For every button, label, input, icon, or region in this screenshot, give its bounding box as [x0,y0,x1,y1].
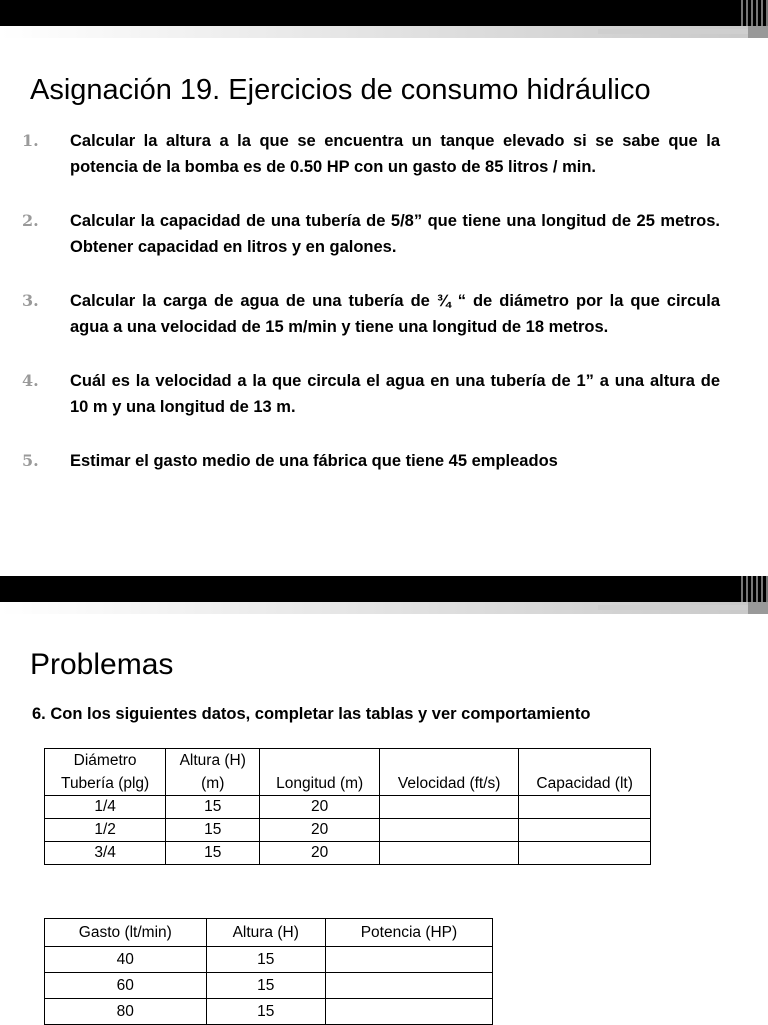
table-cell [325,973,492,999]
table-cell: 1/4 [45,796,166,819]
table-cell [519,819,651,842]
table-row [45,999,493,1025]
item-text: Calcular la carga de agua de una tubería de ¾ “ de diámetro por la que circula agua a una velocidad de 15 m/min y tiene una longitud de 18 metros. [70,292,720,336]
table-row [45,973,493,999]
table-header-row [45,919,493,947]
slide1-title: Asignación 19. Ejercicios de consumo hidráulico [30,74,651,106]
table-cell: 60 [45,973,207,999]
table-cell: 15 [166,842,260,865]
table-cell: 20 [260,796,380,819]
column-header: Altura (H) [206,919,325,947]
table-cell [380,819,519,842]
column-header: Altura (H) (m) [166,749,260,796]
list-item [20,288,720,340]
table-cell: 40 [45,947,207,973]
table-cell [380,842,519,865]
table-row [45,796,651,819]
table-header-row [45,749,651,796]
table-cell [325,947,492,973]
list-item [20,448,720,474]
exercise-list [20,128,720,474]
pipe-data-table [44,748,651,865]
list-item [20,128,720,180]
table-cell [380,796,519,819]
table-row [45,947,493,973]
table-cell: 15 [206,999,325,1025]
list-item [20,368,720,420]
item-number: 4. [22,371,39,390]
item-text: Estimar el gasto medio de una fábrica que tiene 45 empleados [70,452,558,470]
column-header: Gasto (lt/min) [45,919,207,947]
item-number: 1. [22,131,39,150]
table-cell: 1/2 [45,819,166,842]
slide2-top-bar [0,576,768,602]
table-cell [325,999,492,1025]
item-number: 5. [22,451,39,470]
slide2-sub-line [0,602,768,614]
table-row [45,819,651,842]
column-header: Diámetro Tubería (plg) [45,749,166,796]
table-row [45,842,651,865]
item-text: Calcular la altura a la que se encuentra un tanque elevado si se sabe que la potencia de la bomba es de 0.50 HP con un gasto de 85 litros / min. [70,132,720,176]
table-cell: 15 [166,796,260,819]
table-cell: 20 [260,842,380,865]
table-cell: 15 [166,819,260,842]
slide1-top-bar [0,0,768,26]
item-number: 2. [22,211,39,230]
table-cell [519,796,651,819]
flow-power-table [44,918,493,1025]
table-cell: 3/4 [45,842,166,865]
item-number: 3. [22,291,39,310]
table-cell: 80 [45,999,207,1025]
table-cell: 15 [206,973,325,999]
item-text: Calcular la capacidad de una tubería de 5/8” que tiene una longitud de 25 metros. Obtener capacidad en litros y en galones. [70,212,720,256]
slide2-subtitle: 6. Con los siguientes datos, completar las tablas y ver comportamiento [32,705,591,723]
column-header: Longitud (m) [260,749,380,796]
table-cell [519,842,651,865]
table-cell: 15 [206,947,325,973]
table-cell: 20 [260,819,380,842]
column-header: Velocidad (ft/s) [380,749,519,796]
list-item [20,208,720,260]
slide1-sub-line [0,26,768,38]
item-text: Cuál es la velocidad a la que circula el agua en una tubería de 1” a una altura de 10 m y una longitud de 13 m. [70,372,720,416]
slide2-title: Problemas [30,648,174,681]
column-header: Potencia (HP) [325,919,492,947]
column-header: Capacidad (lt) [519,749,651,796]
